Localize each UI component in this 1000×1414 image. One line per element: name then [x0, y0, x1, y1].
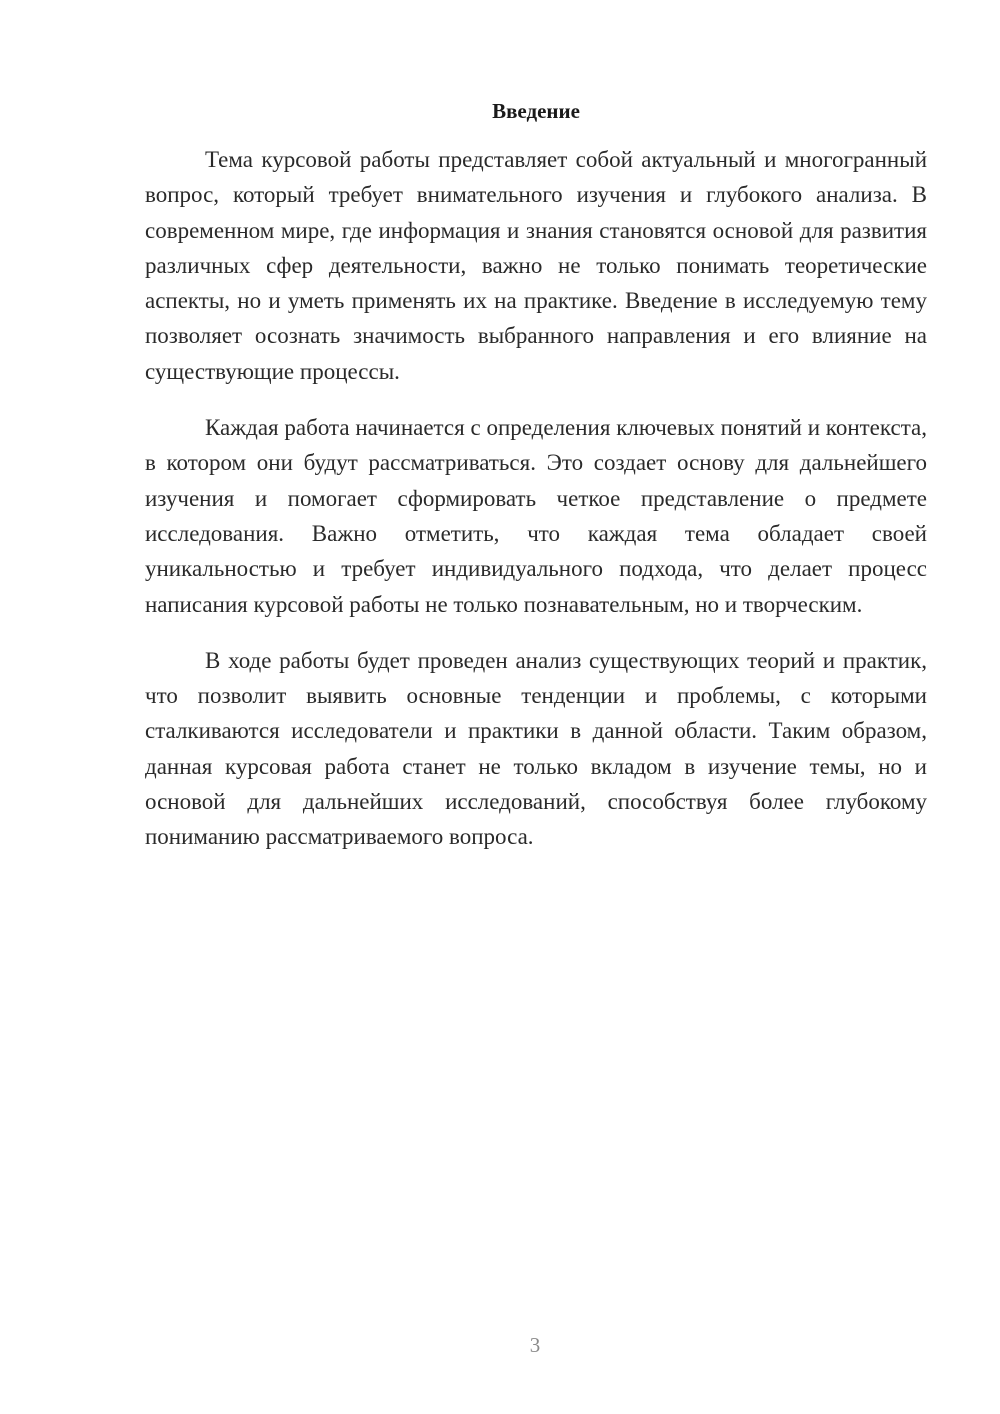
page-content — [145, 96, 927, 876]
paragraph-2: Каждая работа начинается с определения ключевых понятий и контекста, в котором они будут рассматриваться. Это создает основу для дальнейшего изучения и помогает сформировать четкое представление о предмете исследования. Важно отметить, что каждая тема обладает своей уникальностью и требует индивидуального подхода, что делает процесс написания курсовой работы не только познавательным, но и творческим. — [145, 415, 927, 617]
paragraph-1: Тема курсовой работы представляет собой актуальный и многогранный вопрос, который требует внимательного изучения и глубокого анализа. В современном мире, где информация и знания становятся основой для развития различных сфер деятельности, важно не только понимать теоретические аспекты, но и уметь применять их на практике. Введение в исследуемую тему позволяет осознать значимость выбранного направления и его влияние на существующие процессы. — [145, 147, 927, 384]
paragraph-3: В ходе работы будет проведен анализ существующих теорий и практик, что позволит выявить основные тенденции и проблемы, с которыми сталкиваются исследователи и практики в данной области. Таким образом, данная курсовая работа станет не только вкладом в изучение темы, но и основой для дальнейших исследований, способствуя более глубокому пониманию рассматриваемого вопроса. — [145, 647, 927, 850]
page-number: 3 — [529, 1333, 541, 1357]
page-title: Введение — [492, 99, 580, 123]
